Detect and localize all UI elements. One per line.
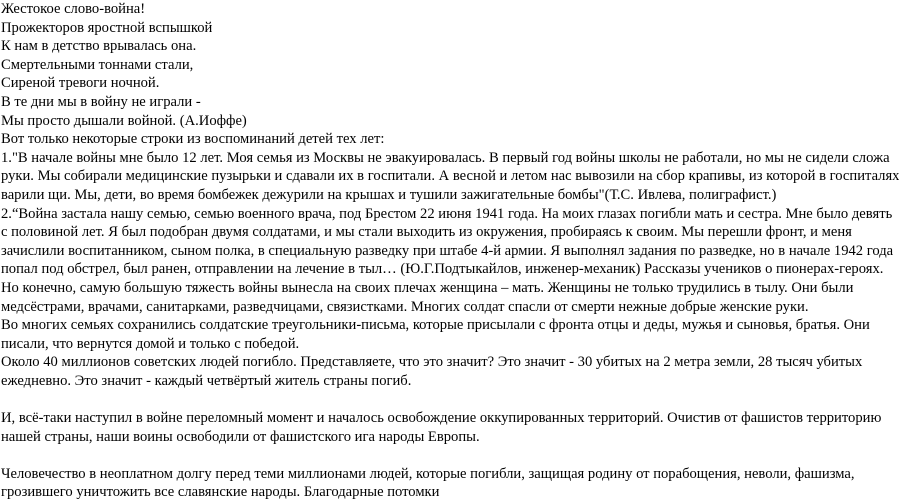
memory-line: зачислили воспитанником, сыном полка, в специальную разведку при штабе 4-й армии. Я выполнял задания по разведке, но в начале 1942 года — [1, 242, 894, 259]
poem-block — [1, 0, 816, 130]
paragraph-gap — [1, 446, 816, 465]
letters-line: писали, что вернутся домой и только с победой. — [1, 335, 300, 352]
poem-line: Прожекторов яростной вспышкой — [1, 19, 213, 36]
turning-point-line: И, всё-таки наступил в войне переломный момент и началось освобождение оккупированных территорий. Очистив от фашистов территорию — [1, 410, 882, 427]
gratitude-paragraph — [1, 465, 855, 502]
memory-line: 1."В начале войны мне было 12 лет. Моя семья из Москвы не эвакуировалась. В первый год войны школы не работали, но мы не сидели сложа — [1, 149, 890, 166]
poem-line: Сиреной тревоги ночной. — [1, 75, 160, 92]
memory-line: с половиной лет. Я был подобран двумя солдатами, и мы стали выходить из окружения, пробираясь к своим. Мы перешли фронт, и меня — [1, 224, 852, 241]
memories-block — [1, 149, 899, 316]
poem-line: Мы просто дышали войной. (А.Иоффе) — [1, 112, 247, 129]
memory-line: руки. Мы собирали медицинские пузырьки и сдавали их в госпитали. А весной и летом нас вывозили на сбор крапивы, из которой в госпиталях — [1, 168, 899, 185]
poem-line: Смертельными тоннами стали, — [1, 56, 194, 73]
losses-line: ежедневно. Это значит - каждый четвёртый житель страны погиб. — [1, 372, 412, 389]
memory-line: варили щи. Мы, дети, во время бомбежек дежурили на крышах и тушили зажигательные бомбы"(Т.С. Ивлева, полиграфист.) — [1, 186, 777, 203]
losses-paragraph — [1, 353, 863, 390]
turning-point-paragraph — [1, 409, 882, 446]
letters-line: Во многих семьях сохранились солдатские треугольники-письма, которые присылали с фронта отцы и деды, мужья и сыновья, братья. Они — [1, 317, 870, 334]
poem-line: В те дни мы в войну не играли - — [1, 93, 201, 110]
gratitude-line: грозившего уничтожить все славянские народы. Благодарные потомки — [1, 484, 440, 501]
turning-point-line: нашей страны, наши воины освободили от фашистского ига народы Европы. — [1, 428, 480, 445]
memory-line: 2.“Война застала нашу семью, семью военного врача, под Брестом 22 июня 1941 года. На моих глазах погибли мать и сестра. Мне было девять — [1, 205, 893, 222]
gratitude-line: Человечество в неоплатном долгу перед теми миллионами людей, которые погибли, защищая родину от порабощения, неволи, фашизма, — [1, 465, 855, 482]
paragraph-gap — [1, 390, 816, 409]
poem-line: К нам в детство врывалась она. — [1, 38, 197, 55]
intro-line: Вот только некоторые строки из воспоминаний детей тех лет: — [1, 131, 385, 148]
memory-line: медсёстрами, врачами, санитарками, разведчицами, связистками. Многих солдат спасли от смерти нежные добрые женские руки. — [1, 298, 809, 315]
memory-line: Но конечно, самую большую тяжесть войны вынесла на своих плечах женщина – мать. Женщины не только трудились в тылу. Они были — [1, 279, 854, 296]
document-page — [1, 0, 899, 501]
losses-line: Около 40 миллионов советских людей погибло. Представляете, что это значит? Это значит - 30 убитых на 2 метра земли, 28 тысяч убитых — [1, 354, 863, 371]
memory-line: попал под обстрел, был ранен, отправлении на лечение в тыл… (Ю.Г.Подтыкайлов, инженер-механик) Рассказы учеников о пионерах-героях. — [1, 261, 884, 278]
letters-paragraph — [1, 316, 870, 353]
poem-line: Жестокое слово-война! — [1, 1, 146, 17]
